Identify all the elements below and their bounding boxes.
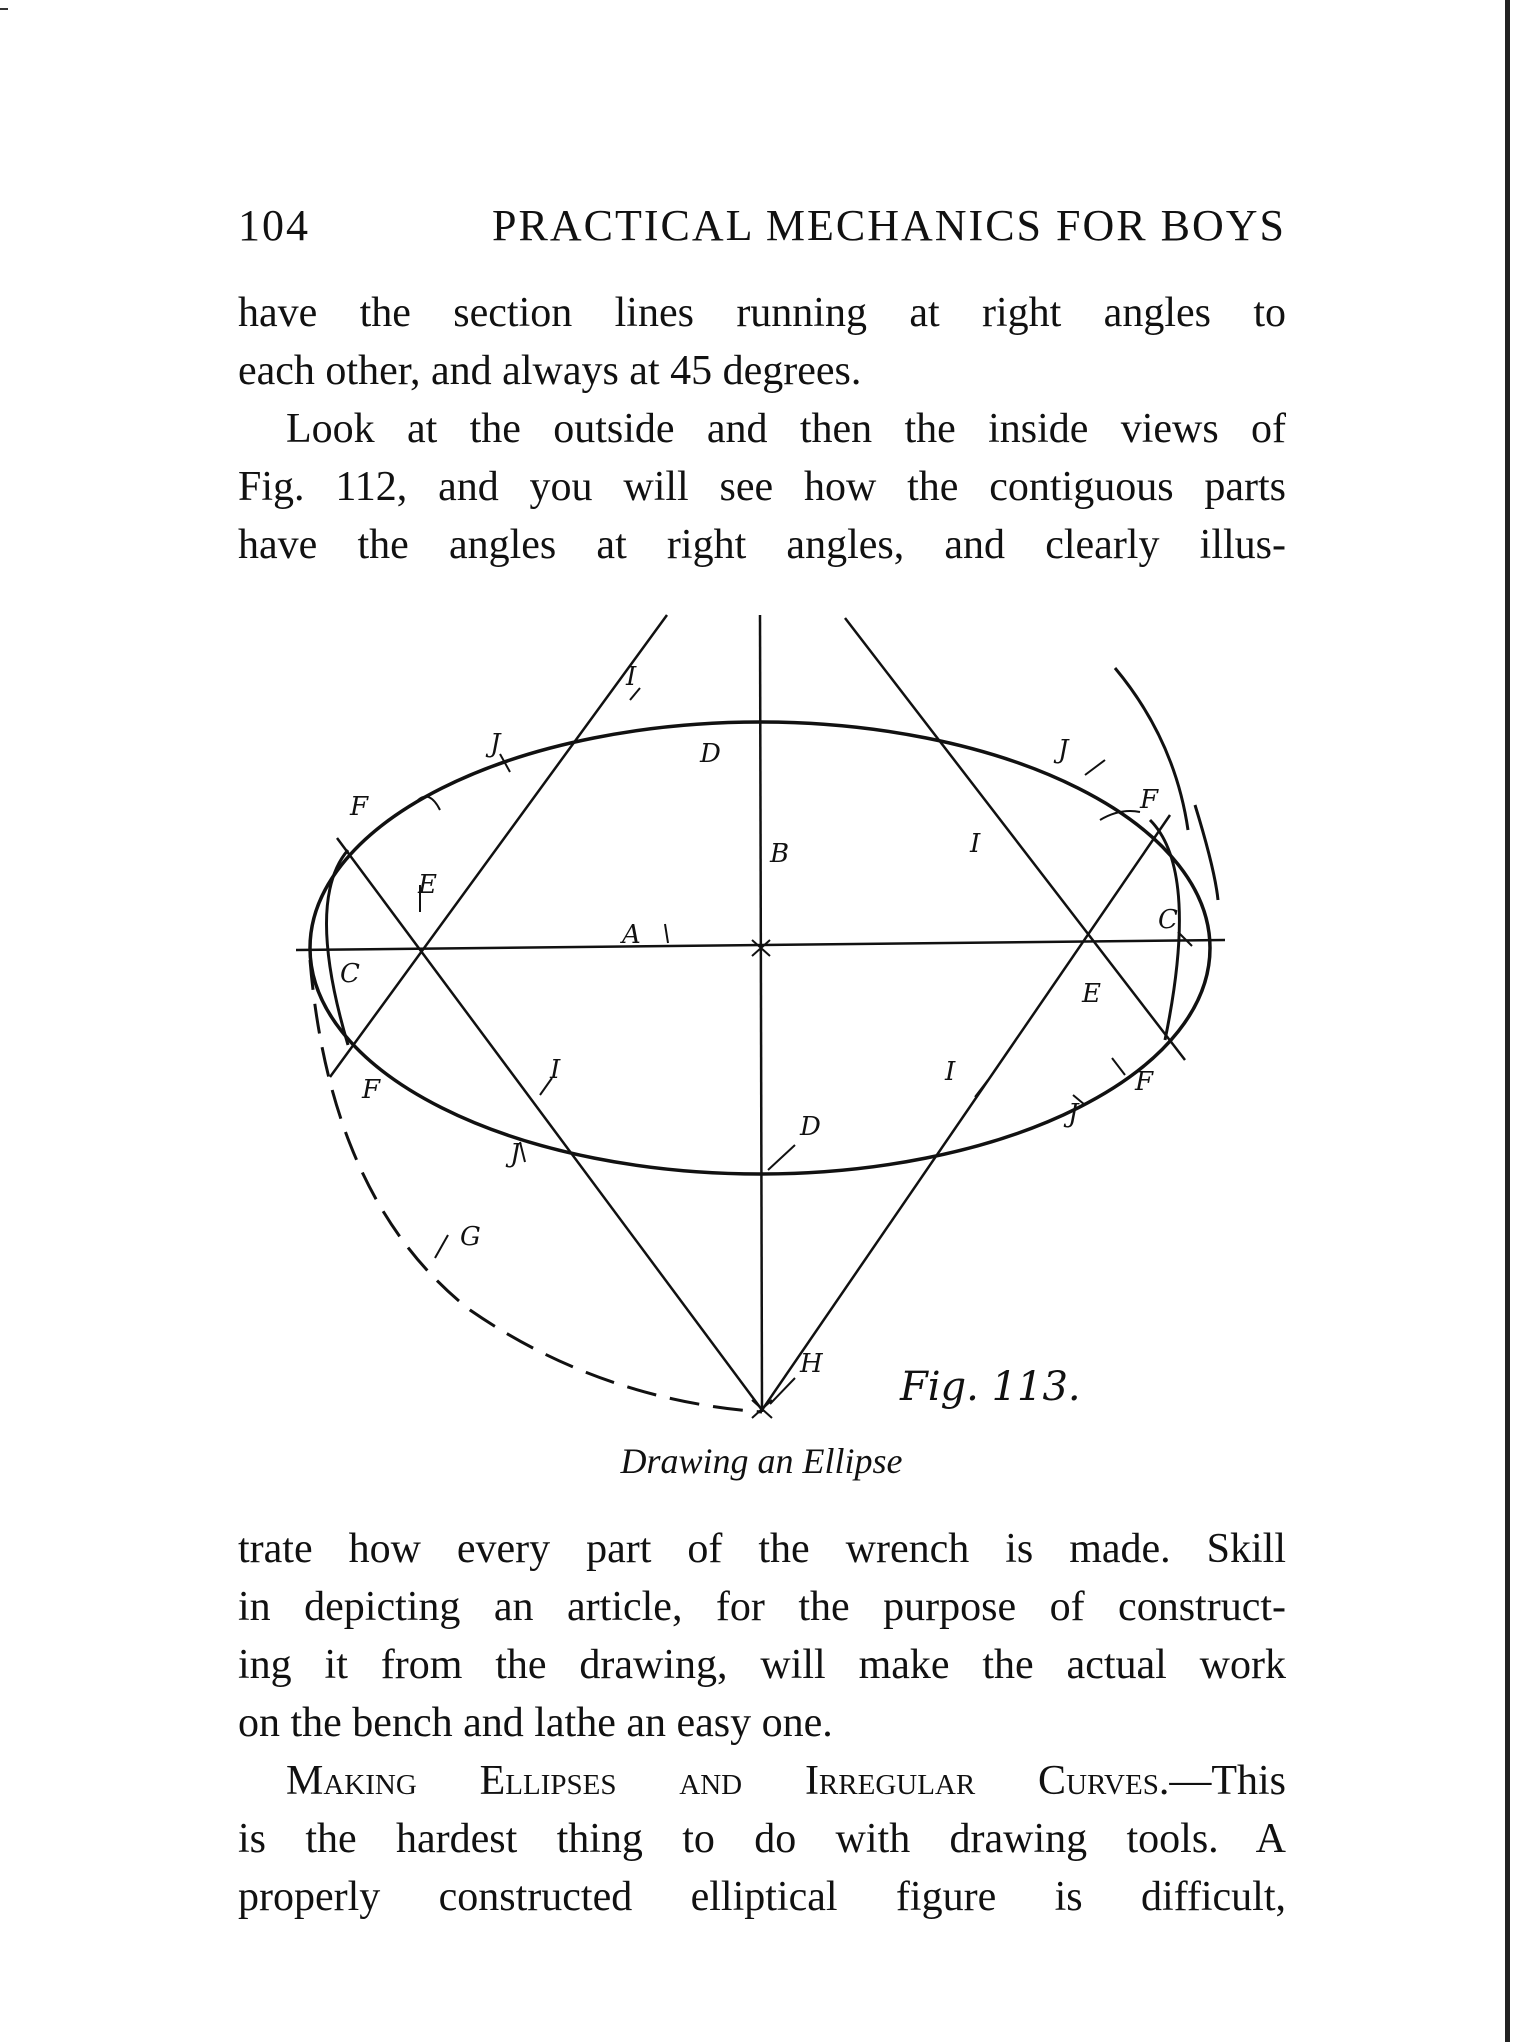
minor-axis-line bbox=[760, 615, 762, 1412]
construction-line-right-down bbox=[762, 815, 1170, 1410]
label-g: G bbox=[460, 1222, 481, 1252]
figure-number: Fig. 113. bbox=[900, 1364, 1081, 1410]
label-f-top-left: F bbox=[350, 792, 369, 822]
label-j-bottom-right: J bbox=[1068, 1099, 1079, 1129]
paragraph-top-line-2: each other, and always at 45 degrees. bbox=[238, 348, 862, 394]
paragraph-top-line-1: have the section lines running at right angles to bbox=[238, 290, 1286, 336]
label-d-top: D bbox=[700, 739, 721, 769]
label-i-right-upper: I bbox=[970, 829, 981, 859]
outer-right-arc-lower bbox=[1195, 805, 1218, 900]
paragraph-two-line-2: Fig. 112, and you will see how the contiguous parts bbox=[238, 464, 1286, 510]
construction-line-right-up bbox=[845, 618, 1185, 1060]
label-f-bottom-left: F bbox=[362, 1075, 381, 1105]
paragraph-three-line-3: ing it from the drawing, will make the actual work bbox=[238, 1642, 1286, 1688]
paragraph-three-line-1: trate how every part of the wrench is made. Skill bbox=[238, 1526, 1286, 1572]
construction-line-left-up bbox=[330, 615, 667, 1077]
label-b: B bbox=[770, 839, 790, 869]
label-h: H bbox=[800, 1349, 823, 1379]
label-c-left: C bbox=[340, 959, 360, 989]
paragraph-two-line-3: have the angles at right angles, and clearly illus- bbox=[238, 522, 1286, 568]
section-heading: Making Ellipses and Irregular Curves. bbox=[286, 1758, 1170, 1804]
paragraph-two-line-1: Look at the outside and then the inside views of bbox=[286, 406, 1286, 452]
point-labels bbox=[340, 662, 1178, 1410]
page-number: 104 bbox=[238, 201, 310, 250]
label-a: A bbox=[622, 920, 641, 950]
label-j-top-left: J bbox=[490, 729, 501, 759]
label-e-right: E bbox=[1082, 979, 1101, 1009]
paragraph-four-line-2: is the hardest thing to do with drawing tools. A bbox=[238, 1816, 1286, 1862]
figure-caption: Drawing an Ellipse bbox=[620, 1441, 903, 1481]
label-i-right-lower: I bbox=[945, 1057, 956, 1087]
label-i-top: I bbox=[626, 662, 637, 692]
paragraph-three-line-2: in depicting an article, for the purpose of construct- bbox=[238, 1584, 1286, 1630]
construction-line-left-down bbox=[337, 838, 762, 1410]
label-f-top-right: F bbox=[1140, 785, 1159, 815]
label-e-left: E bbox=[418, 870, 437, 900]
section-heading-continuation: —This bbox=[1169, 1758, 1286, 1804]
paragraph-four-line-1 bbox=[286, 1752, 1286, 1810]
running-title: PRACTICAL MECHANICS FOR BOYS bbox=[492, 201, 1286, 250]
label-j-top-right: J bbox=[1058, 735, 1069, 765]
paragraph-three-line-4: on the bench and lathe an easy one. bbox=[238, 1700, 833, 1746]
paragraph-four-line-3: properly constructed elliptical figure is difficult, bbox=[238, 1874, 1286, 1920]
label-j-bottom-left: J bbox=[510, 1139, 521, 1169]
label-i-left-lower: I bbox=[550, 1055, 561, 1085]
label-c-right: C bbox=[1158, 905, 1178, 935]
label-d-bottom: D bbox=[800, 1112, 821, 1142]
large-dashed-arc bbox=[310, 960, 762, 1412]
label-f-bottom-right: F bbox=[1135, 1067, 1154, 1097]
